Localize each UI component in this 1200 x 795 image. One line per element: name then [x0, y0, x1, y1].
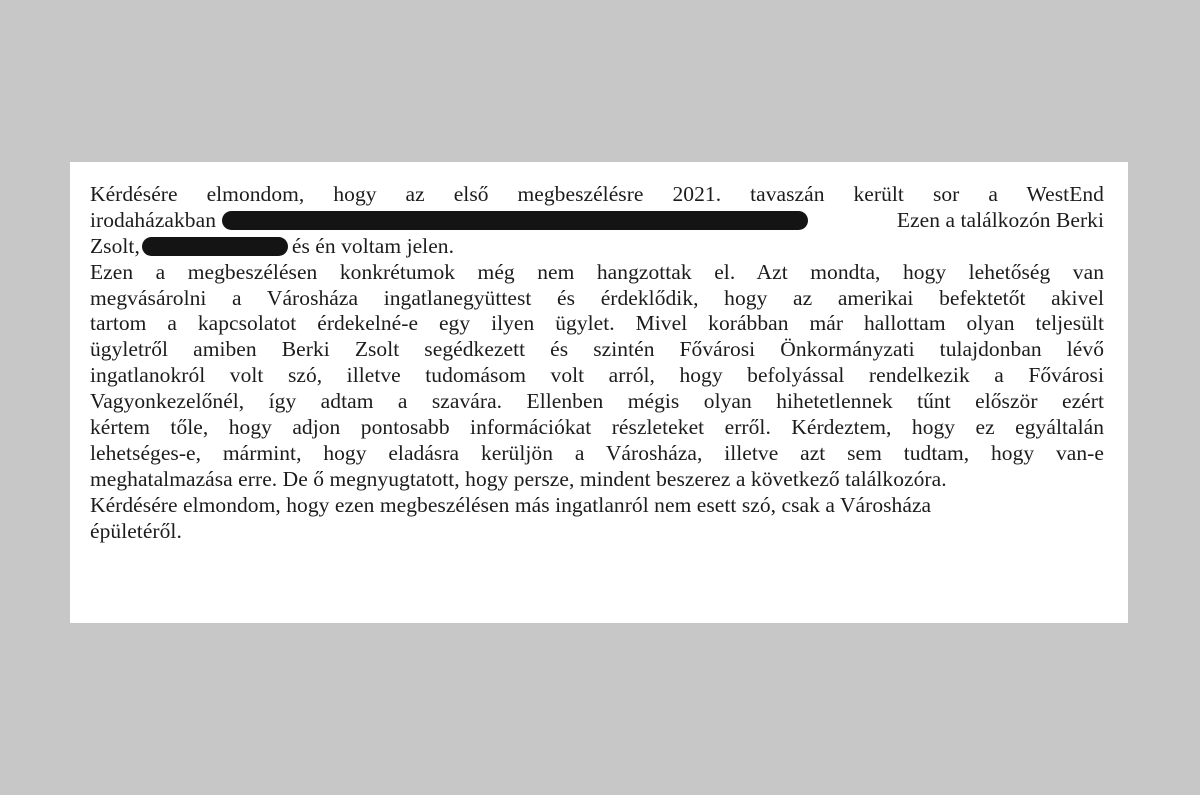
text-fragment: Ezen a találkozón Berki: [896, 207, 1104, 232]
text-fragment: Zsolt,: [90, 233, 140, 258]
redaction-bar: [142, 237, 288, 256]
text-line: ingatlanokról volt szó, illetve tudomásom volt arról, hogy befolyással rendelkezik a Fővárosi: [90, 363, 1104, 388]
redaction-bar: [222, 211, 808, 230]
text-line: Ezen a megbeszélésen konkrétumok még nem hangzottak el. Azt mondta, hogy lehetőség van: [90, 259, 1104, 284]
text-line: megvásárolni a Városháza ingatlanegyüttest és érdeklődik, hogy az amerikai befektetőt akivel: [90, 285, 1104, 310]
text-line: [90, 208, 1104, 234]
text-fragment: és én voltam jelen.: [291, 233, 455, 258]
text-line: Vagyonkezelőnél, így adtam a szavára. Ellenben mégis olyan hihetetlennek tűnt először ezért: [90, 389, 1104, 414]
text-line: meghatalmazása erre. De ő megnyugtatott, hogy persze, mindent beszerez a következő találkozóra.: [90, 466, 947, 491]
document-page: [70, 162, 1128, 623]
text-line: tartom a kapcsolatot érdekelné-e egy ilyen ügylet. Mivel korábban már hallottam olyan teljesült: [90, 311, 1104, 336]
document-body: [90, 182, 1104, 544]
text-line: [90, 234, 1104, 260]
text-fragment: irodaházakban: [90, 207, 216, 232]
text-line: épületéről.: [90, 518, 182, 543]
text-line: Kérdésére elmondom, hogy ezen megbeszélésen más ingatlanról nem esett szó, csak a Városháza: [90, 492, 932, 517]
text-line: lehetséges-e, mármint, hogy eladásra kerüljön a Városháza, illetve azt sem tudtam, hogy van-e: [90, 440, 1104, 465]
text-line: ügyletről amiben Berki Zsolt segédkezett és szintén Fővárosi Önkormányzati tulajdonban lévő: [90, 337, 1104, 362]
text-line: Kérdésére elmondom, hogy az első megbeszélésre 2021. tavaszán került sor a WestEnd: [90, 182, 1104, 206]
text-line: kértem tőle, hogy adjon pontosabb információkat részleteket erről. Kérdeztem, hogy ez egyáltalán: [90, 415, 1104, 440]
